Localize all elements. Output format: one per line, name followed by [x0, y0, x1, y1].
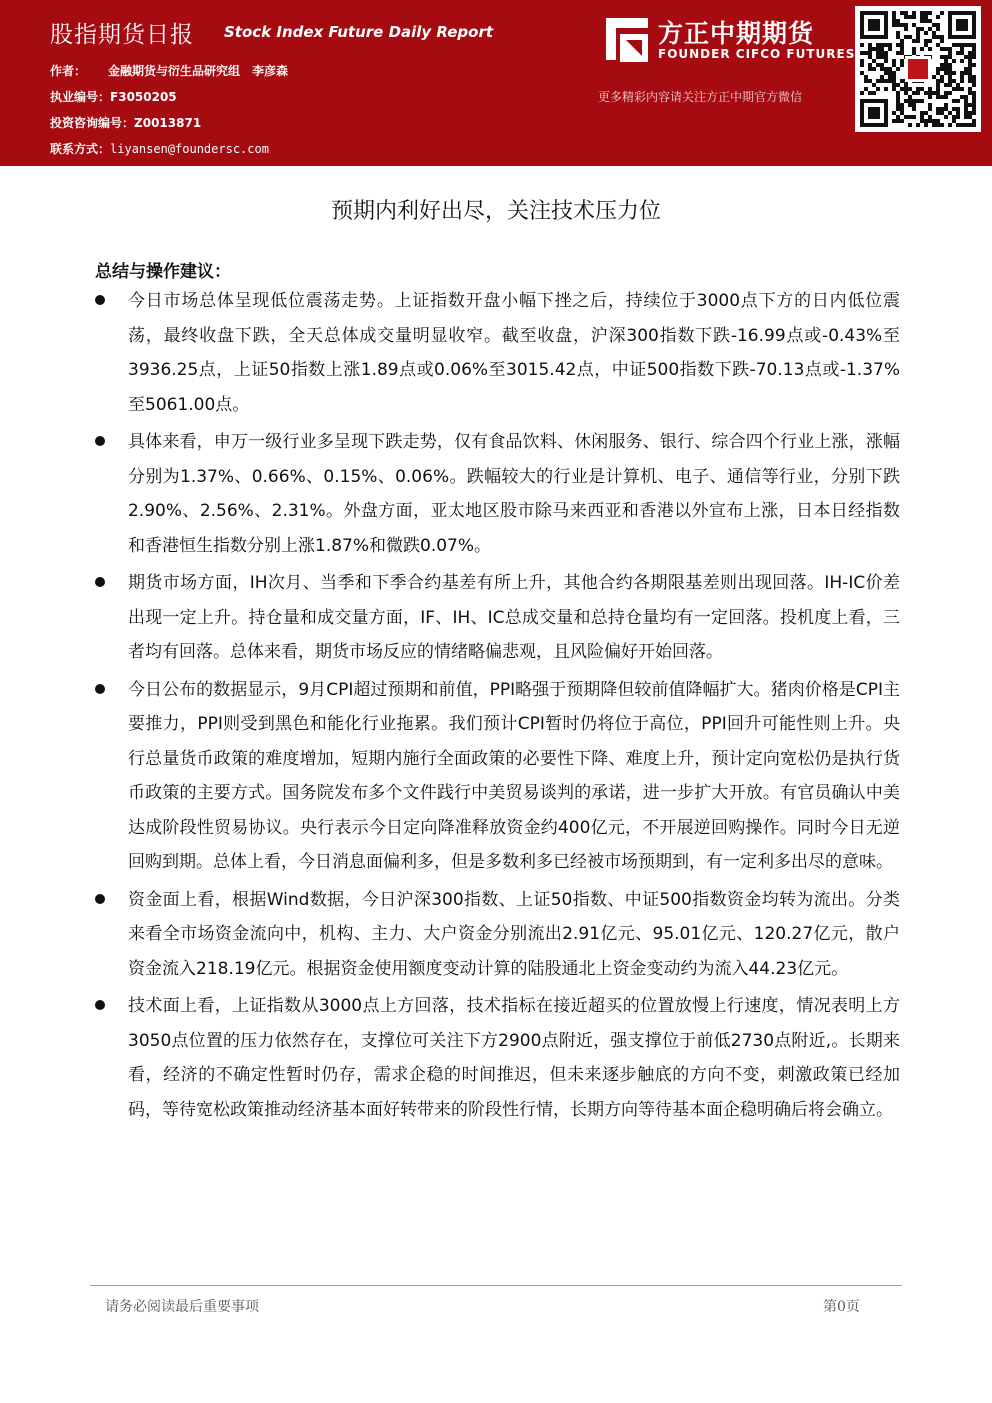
- bullet-dot-icon: [95, 436, 105, 446]
- contact-email[interactable]: liyansen@foundersc.com: [110, 142, 269, 156]
- author-value: 金融期货与衍生品研究组 李彦森: [108, 64, 289, 78]
- footer-divider: [90, 1285, 902, 1286]
- bullet-dot-icon: [95, 684, 105, 694]
- contact-line: [50, 140, 269, 157]
- bullet-text: 技术面上看，上证指数从3000点上方回落，技术指标在接近超买的位置放慢上行速度，情况表明上方3050点位置的压力依然存在，支撑位可关注下方2900点附近，强支撑位于前低2730点附近,。长期来看，经济的不确定性暂时仍存，需求企稳的时间推迟，但未来逐步触底的方向不变，刺激政策已经加码，等待宽松政策推动经济基本面好转带来的阶段性行情，长期方向等待基本面企稳明确后将会确立。: [128, 996, 900, 1120]
- bullet-text: 期货市场方面，IH次月、当季和下季合约基差有所上升，其他合约各期限基差则出现回落。IH-IC价差出现一定上升。持仓量和成交量方面，IF、IH、IC总成交量和总持仓量均有一定回落。投机度上看，三者均有回落。总体来看，期货市场反应的情绪略偏悲观，且风险偏好开始回落。: [128, 573, 900, 662]
- summary-bullet: [95, 566, 900, 670]
- author-label: 作者：: [50, 64, 87, 78]
- license-line: [50, 88, 177, 105]
- bullet-dot-icon: [95, 1000, 105, 1010]
- license-label: 执业编号：: [50, 90, 111, 104]
- bullet-text: 资金面上看，根据Wind数据，今日沪深300指数、上证50指数、中证500指数资金均转为流出。分类来看全市场资金流向中，机构、主力、大户资金分别流出2.91亿元、95.01亿元、120.27亿元，散户资金流入218.19亿元。根据资金使用额度变动计算的陆股通北上资金变动约为流入44.23亿元。: [128, 889, 900, 979]
- bullet-dot-icon: [95, 295, 105, 305]
- brand-name: 方正中期期货: [658, 19, 815, 48]
- invest-license-label: 投资咨询编号：: [50, 116, 135, 130]
- founder-cifco-logo-icon: [600, 14, 652, 66]
- bullet-dot-icon: [95, 894, 105, 904]
- license-value: F3050205: [110, 90, 177, 104]
- bullet-dot-icon: [95, 577, 105, 587]
- bullet-text: 具体来看，申万一级行业多呈现下跌走势，仅有食品饮料、休闲服务、银行、综合四个行业上涨，涨幅分别为1.37%、0.66%、0.15%、0.06%。跌幅较大的行业是计算机、电子、通信等行业，分别下跌2.90%、2.56%、2.31%。外盘方面，亚太地区股市除马来西亚和香港以外宣布上涨，日本日经指数和香港恒生指数分别上涨1.87%和微跌0.07%。: [128, 432, 900, 556]
- brand-name-en: FOUNDER CIFCO FUTURES: [658, 47, 856, 61]
- summary-bullet: [95, 425, 900, 563]
- report-header: [0, 0, 992, 166]
- wechat-follow-note: 更多精彩内容请关注方正中期官方微信: [598, 90, 803, 104]
- report-title-en: Stock Index Future Daily Report: [224, 23, 494, 41]
- bullet-text: 今日公布的数据显示，9月CPI超过预期和前值，PPI略强于预期降但较前值降幅扩大。猪肉价格是CPI主要推力，PPI则受到黑色和能化行业拖累。我们预计CPI暂时仍将位于高位，PPI回升可能性则上升。央行总量货币政策的难度增加，短期内施行全面政策的必要性下降、难度上升，预计定向宽松仍是执行货币政策的主要方式。国务院发布多个文件践行中美贸易谈判的承诺，进一步扩大开放。有官员确认中美达成阶段性贸易协议。央行表示今日定向降准释放资金约400亿元，不开展逆回购操作。同时今日无逆回购到期。总体上看，今日消息面偏利多，但是多数利多已经被市场预期到，有一定利多出尽的意味。: [128, 679, 900, 872]
- summary-bullet-list: [95, 284, 900, 1130]
- bullet-text: 今日市场总体呈现低位震荡走势。上证指数开盘小幅下挫之后，持续位于3000点下方的日内低位震荡，最终收盘下跌，全天总体成交量明显收窄。截至收盘，沪深300指数下跌-16.99点或-0.43%至3936.25点，上证50指数上涨1.89点或0.06%至3015.42点，中证500指数下跌-70.13点或-1.37%至5061.00点。: [128, 291, 900, 415]
- summary-bullet: [95, 284, 900, 422]
- document-title: 预期内利好出尽，关注技术压力位: [330, 199, 661, 224]
- summary-bullet: [95, 989, 900, 1127]
- page-number: 第0页: [823, 1299, 860, 1315]
- summary-bullet: [95, 883, 900, 987]
- section-heading: 总结与操作建议：: [95, 262, 231, 282]
- invest-license-line: [50, 114, 201, 131]
- contact-label: 联系方式：: [50, 142, 111, 156]
- brand-block: [600, 14, 856, 66]
- summary-bullet: [95, 673, 900, 880]
- invest-license-value: Z0013871: [134, 116, 202, 130]
- wechat-qr-code-icon[interactable]: [855, 6, 981, 132]
- report-title-cn: 股指期货日报: [50, 22, 194, 48]
- footer-disclaimer-note: 请务必阅读最后重要事项: [105, 1299, 259, 1315]
- author-line: [50, 62, 288, 79]
